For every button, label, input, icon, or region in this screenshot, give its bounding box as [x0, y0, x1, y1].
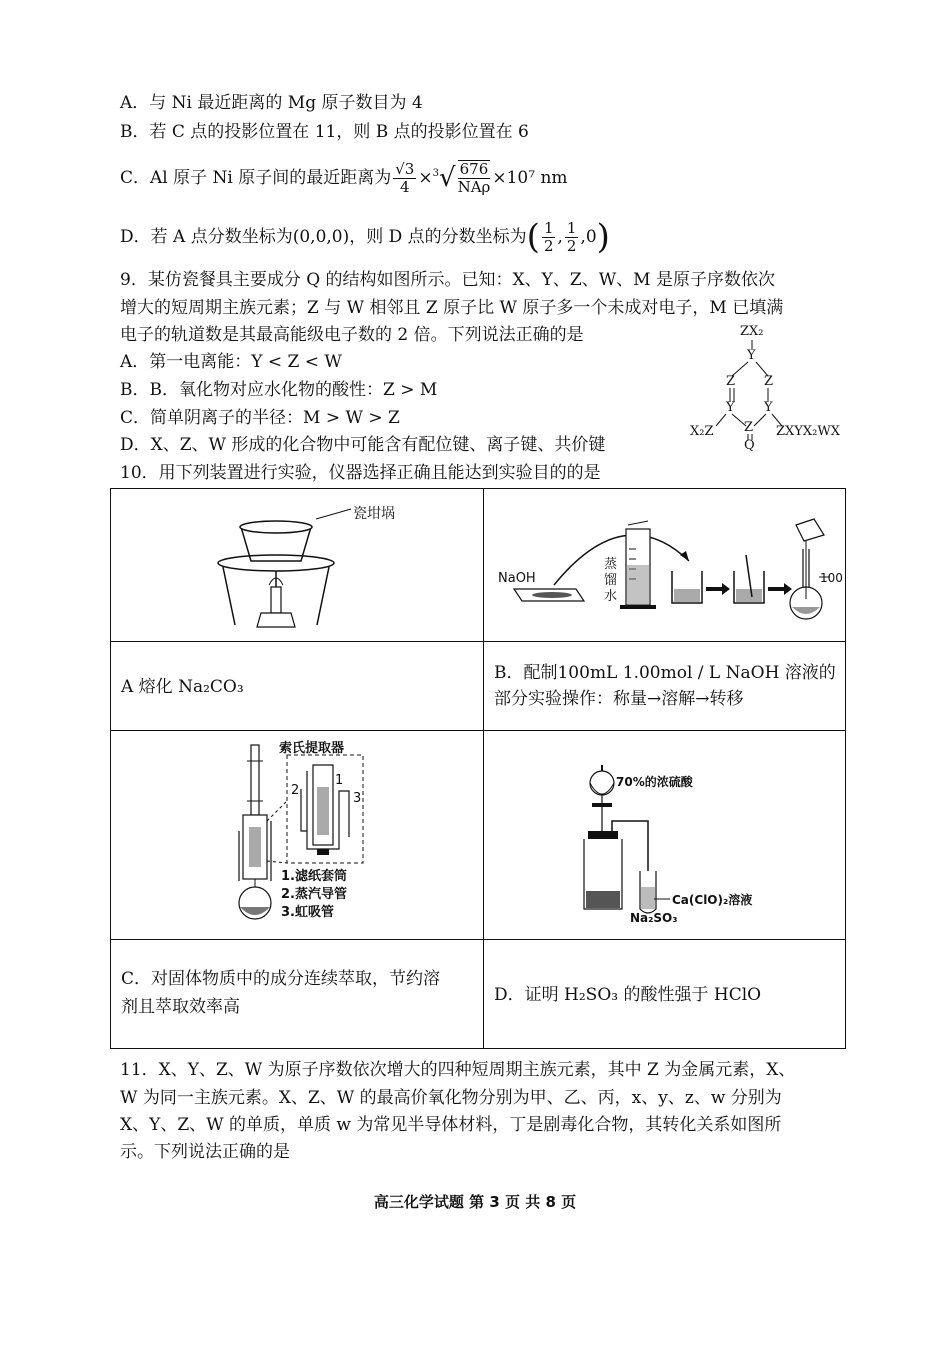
- structure-right: ZXYX₂WX: [776, 424, 840, 439]
- soxhlet-num-3: 3: [353, 791, 362, 806]
- q8-d-frac2-num: 1: [566, 218, 577, 237]
- q8-option-d: D．若 A 点分数坐标为(0,0,0)，则 D 点的分数坐标为 ( $\frac{1}{2}$ , $\frac{1}{2}$ , 0 ): [120, 217, 610, 257]
- q9-option-a: A．第一电离能：Y < Z < W: [120, 352, 342, 372]
- cell-a-text: [111, 642, 484, 731]
- structure-y-top: Y: [747, 348, 756, 363]
- q11-line-3: X、Y、Z、W 的单质，单质 w 为常见半导体材料，丁是剧毒化合物，其转化关系如图所: [120, 1115, 782, 1135]
- soxhlet-num-2: 2: [291, 783, 300, 798]
- structure-z-bottom: Z: [744, 420, 754, 435]
- option-c-text-2: 剂且萃取效率高: [121, 997, 240, 1017]
- q9-option-c: C．简单阴离子的半径：M > W > Z: [120, 408, 400, 428]
- page-footer: 高三化学试题 第 3 页 共 8 页: [373, 1193, 577, 1211]
- q9-stem-3: 电子的轨道数是其最高能级电子数的 2 倍。下列说法正确的是: [120, 325, 584, 345]
- soxhlet-num-1: 1: [335, 773, 344, 788]
- q8-c-den: NAρ: [457, 178, 491, 196]
- q8-c-sqrt3: √3: [395, 159, 415, 178]
- q8-c-num: 676: [458, 161, 491, 179]
- option-c-text-1: C．对固体物质中的成分连续萃取，节约溶: [121, 969, 441, 989]
- q8-c-times: ×: [418, 168, 433, 188]
- structure-top: ZX₂: [740, 324, 764, 339]
- q8-d-frac1-num: 1: [543, 218, 554, 237]
- cell-c-diagram: [111, 731, 484, 940]
- q10-stem: 10．用下列装置进行实验，仪器选择正确且能达到实验目的的是: [120, 463, 601, 483]
- option-b-text-2: 部分实验操作：称量→溶解→转移: [494, 689, 744, 709]
- structure-y-left: Y: [726, 400, 735, 415]
- cell-b-text: [484, 642, 846, 731]
- q9-stem-1: 9．某仿瓷餐具主要成分 Q 的结构如图所示。已知：X、Y、Z、W、M 是原子序数依次: [120, 270, 775, 290]
- q8-c-root-index: 3: [432, 168, 439, 179]
- soxhlet-legend-1: 1.滤纸套筒: [281, 869, 347, 884]
- q8-c-radicand: [458, 160, 491, 196]
- water-label: 蒸馏水: [604, 557, 618, 604]
- crucible-apparatus-icon: [111, 489, 483, 641]
- cell-d-text: [484, 940, 846, 1049]
- cell-d-diagram: [484, 731, 846, 940]
- hypochlorite-label: Ca(ClO)₂溶液: [672, 893, 753, 907]
- structure-left: X₂Z: [690, 424, 714, 439]
- paren-left-icon: (: [526, 217, 540, 257]
- structure-q: Q: [744, 438, 755, 453]
- radical-icon: √: [438, 163, 456, 193]
- q8-d-frac1-den: 2: [543, 236, 554, 255]
- q8-d-zero: 0: [585, 227, 597, 247]
- flask-volume-label: 100: [820, 571, 843, 585]
- q8-c-fraction: [393, 161, 416, 196]
- gas-generation-apparatus-icon: [484, 731, 845, 939]
- cell-a-diagram: [111, 489, 484, 642]
- soxhlet-title: 索氏提取器: [279, 741, 345, 756]
- q8-option-b: B．若 C 点的投影位置在 11，则 B 点的投影位置在 6: [120, 122, 529, 142]
- q8-d-frac2-den: 2: [566, 236, 577, 255]
- q8-c-four: 4: [400, 177, 410, 196]
- structure-z-left: Z: [726, 374, 736, 389]
- q8-d-prefix: D．若 A 点分数坐标为(0,0,0)，则 D 点的分数坐标为: [120, 227, 527, 247]
- sulfite-label: Na₂SO₃: [630, 911, 678, 925]
- q8-d-frac2: [565, 220, 579, 255]
- q9-option-b: B．B．氧化物对应水化物的酸性：Z > M: [120, 380, 438, 400]
- cell-c-text: [111, 940, 484, 1049]
- q8-c-prefix: C．Al 原子 Ni 原子间的最近距离为: [120, 168, 392, 188]
- soxhlet-legend-3: 3.虹吸管: [281, 905, 334, 920]
- naoh-label: NaOH: [498, 571, 536, 586]
- q9-structure-diagram: [690, 322, 850, 454]
- cell-b-diagram: [484, 489, 846, 642]
- option-a-text: A 熔化 Na₂CO₃: [121, 677, 244, 697]
- q10-apparatus-table: [110, 488, 846, 1049]
- acid-label: 70%的浓硫酸: [616, 775, 693, 789]
- q11-line-4: 示。下列说法正确的是: [120, 1142, 290, 1162]
- q8-c-suffix: ×10⁷ nm: [492, 168, 568, 188]
- q8-d-frac1: [542, 220, 556, 255]
- crucible-label: 瓷坩埚: [353, 506, 395, 522]
- structure-y-right: Y: [764, 400, 773, 415]
- q11-line-1: 11．X、Y、Z、W 为原子序数依次增大的四种短周期主族元素，其中 Z 为金属元素，X、: [120, 1060, 796, 1080]
- q8-option-a: A．与 Ni 最近距离的 Mg 原子数目为 4: [120, 93, 423, 113]
- q9-stem-2: 增大的短周期主族元素；Z 与 W 相邻且 Z 原子比 W 原子多一个未成对电子，M 已填满: [120, 298, 784, 318]
- solution-prep-icon: [484, 489, 845, 641]
- structure-z-right: Z: [764, 374, 774, 389]
- q9-option-d: D．X、Z、W 形成的化合物中可能含有配位键、离子键、共价键: [120, 435, 606, 455]
- paren-right-icon: ): [596, 217, 610, 257]
- q11-line-2: W 为同一主族元素。X、Z、W 的最高价氧化物分别为甲、乙、丙，x、y、z、w 分别为: [120, 1088, 782, 1108]
- soxhlet-legend-2: 2.蒸汽导管: [281, 887, 347, 902]
- option-d-text: D．证明 H₂SO₃ 的酸性强于 HClO: [494, 985, 762, 1005]
- q8-option-c: [120, 152, 568, 204]
- option-b-text-1: B．配制100mL 1.00mol / L NaOH 溶液的: [494, 663, 836, 683]
